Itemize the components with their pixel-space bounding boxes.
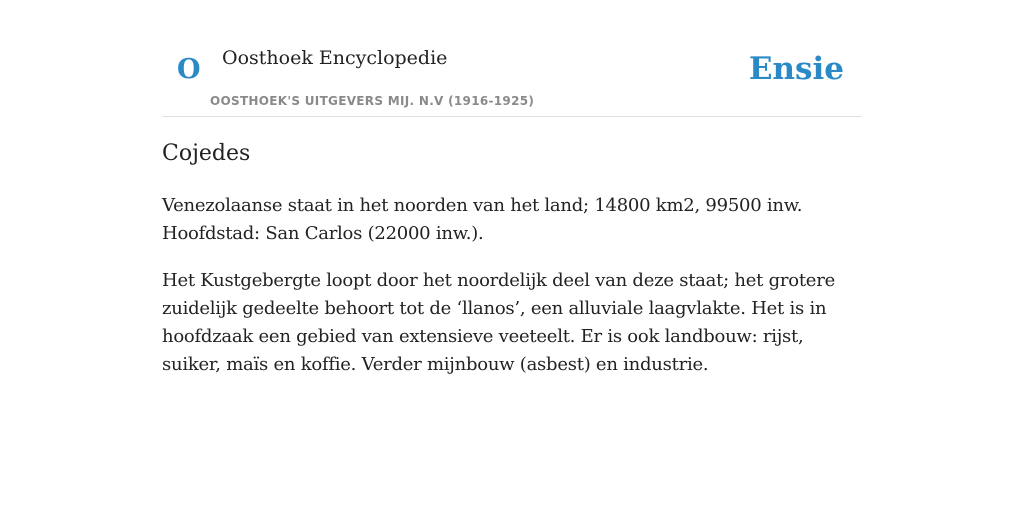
- article-paragraph: Venezolaanse staat in het noorden van het land; 14800 km2, 99500 inw. Hoofdstad: San Carlos (22000 inw.).: [162, 195, 803, 244]
- source-title-link[interactable]: Oosthoek Encyclopedie: [222, 47, 448, 69]
- source-header: [162, 0, 862, 117]
- article-paragraph: Het Kustgebergte loopt door het noordelijk deel van deze staat; het grotere zuidelijk gedeelte behoort tot de ‘llanos’, een alluviale laagvlakte. Het is in hoofdzaak een gebied van extensieve veeteelt. Er is ook landbouw: rijst, suiker, maïs en koffie. Verder mijnbouw (asbest) en industrie.: [162, 270, 835, 375]
- brand-logo-link[interactable]: Ensie: [748, 51, 844, 87]
- article: [162, 138, 862, 398]
- source-logo-link[interactable]: O: [177, 54, 201, 85]
- article-title: Cojedes: [162, 141, 251, 166]
- source-publisher: OOSTHOEK'S UITGEVERS MIJ. N.V (1916-1925): [210, 94, 535, 108]
